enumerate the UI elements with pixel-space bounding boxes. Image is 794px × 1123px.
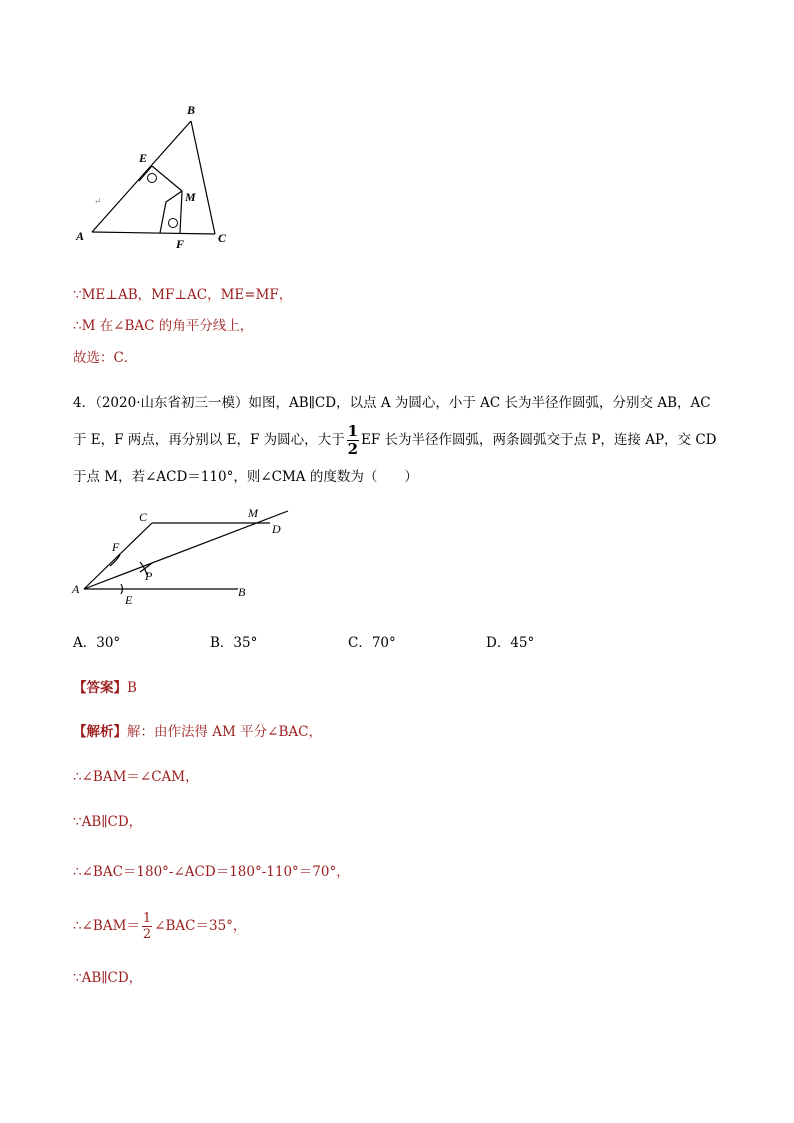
analysis-line-6: ∵AB∥CD， [73,970,143,986]
analysis-line-5 [73,908,246,944]
option-c: C．70° [348,635,396,651]
label-f2: F [112,540,120,554]
analysis-text-5b: ∠BAC＝35°， [154,918,247,934]
label-m2: M [248,506,258,520]
return-mark: ↵ [94,196,102,206]
answer-line [73,678,137,698]
label-d2: D [272,522,281,536]
analysis-line-2: ∴∠BAM＝∠CAM， [73,769,199,785]
analysis-line-1 [73,722,322,742]
solution-line-2: ∴M 在∠BAC 的角平分线上， [73,318,254,334]
label-c2: C [139,510,148,524]
label-e2: E [125,593,133,605]
analysis-text-1: 解：由作法得 AM 平分∠BAC， [127,724,322,740]
label-b: B [187,103,196,117]
label-b2: B [238,585,246,599]
label-e: E [139,151,148,165]
analysis-tag: 【解析】 [73,724,127,740]
option-d: D．45° [486,635,535,651]
answer-tag: 【答案】 [73,680,127,696]
question-text-1: 如图，AB∥CD，以点 A 为圆心，小于 AC 长为半径作圆弧，分别交 AB，AC [248,395,711,411]
label-m: M [185,190,196,204]
triangle-figure [70,98,240,256]
analysis-line-4: ∴∠BAC＝180°-∠ACD＝180°-110°＝70°， [73,864,350,880]
question-4-line-3: 于点 M，若∠ACD＝110°，则∠CMA 的度数为（ ） [73,469,418,485]
fraction-half-2: $\frac{1}{2}$ [142,911,152,942]
option-b: B．35° [210,635,258,651]
question-source: （2020·山东省初三一模） [95,395,249,411]
question-text-2b: EF 长为半径作圆弧，两条圆弧交于点 P，连接 AP，交 CD [361,432,717,448]
question-number: 4． [73,395,96,411]
solution-line-3: 故选：C． [73,350,138,366]
answer-value: B [127,680,137,696]
question-4-line-2 [73,424,717,457]
option-a: A．30° [73,635,121,651]
label-f: F [176,237,185,251]
solution-line-1: ∵ME⊥AB，MF⊥AC，ME=MF， [73,287,293,303]
question-4-line-1 [73,393,711,413]
analysis-text-5a: ∴∠BAM＝ [73,918,140,934]
analysis-line-3: ∵AB∥CD， [73,814,143,830]
label-c: C [218,231,227,245]
label-p2: P [145,569,153,583]
label-a2: A [72,582,80,596]
fraction-half: $\frac{1}{2}$ [347,422,359,458]
question-text-2a: 于 E，F 两点，再分别以 E，F 为圆心，大于 [73,432,345,448]
label-a: A [76,229,85,243]
parallel-lines-figure [68,505,298,605]
